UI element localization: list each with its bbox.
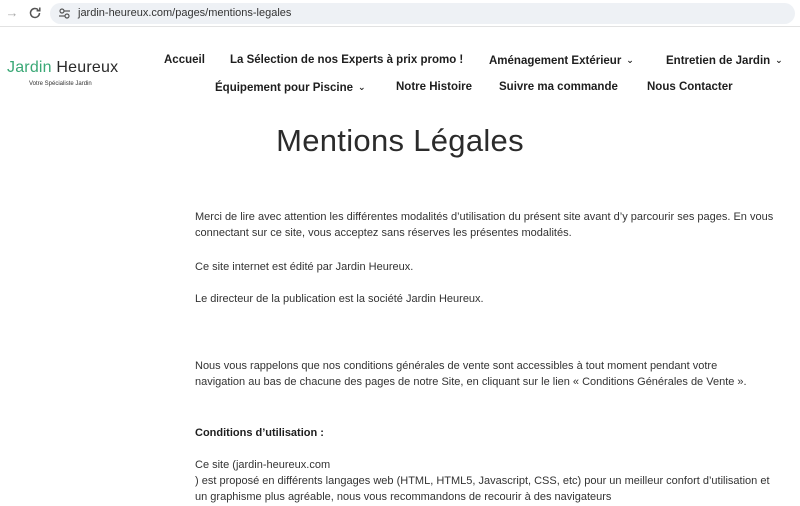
- menu-item-nous-contacter[interactable]: [647, 79, 733, 95]
- chevron-down-icon: ⌄: [358, 82, 366, 92]
- menu-item-label: Équipement pour Piscine: [215, 82, 354, 94]
- browser-toolbar: [0, 0, 800, 27]
- menu-item-suivre-commande[interactable]: [499, 79, 618, 95]
- chevron-down-icon: ⌄: [775, 55, 783, 65]
- section-heading-conditions: Conditions d’utilisation :: [195, 427, 324, 439]
- menu-item-entretien-jardin[interactable]: [666, 52, 783, 69]
- paragraph-intro: Merci de lire avec attention les différentes modalités d’utilisation du présent site avant d’y parcourir ses pages. En vous connectant sur ce site, vous acceptez sans réserves les présentes modalités.: [195, 211, 774, 239]
- paragraph-directeur: Le directeur de la publication est la société Jardin Heureux.: [195, 293, 484, 305]
- menu-item-notre-histoire[interactable]: [396, 79, 472, 95]
- menu-item-label: La Sélection de nos Experts à prix promo !: [230, 54, 464, 66]
- chevron-down-icon: ⌄: [626, 55, 634, 65]
- logo-tagline: Votre Spécialiste Jardin: [29, 81, 92, 87]
- menu-item-label: Suivre ma commande: [499, 81, 618, 93]
- paragraph-site-line2: ) est proposé en différents langages web (HTML, HTML5, Javascript, CSS, etc) pour un meilleur confort d’utilisation et un graphisme plus agréable, nous vous recommandons de recourir à des navigateurs: [195, 475, 770, 503]
- url-text[interactable]: jardin-heureux.com/pages/mentions-legales: [78, 7, 292, 19]
- menu-item-selection-experts[interactable]: [230, 52, 463, 68]
- paragraph-cgv: Nous vous rappelons que nos conditions générales de vente sont accessibles à tout moment pendant votre navigation au bas de chacune des pages de notre Site, en cliquant sur le lien « Conditions Générales de Vente ».: [195, 360, 747, 388]
- menu-item-amenagement-exterieur[interactable]: [489, 52, 634, 69]
- paragraph-site-line1: Ce site (jardin-heureux.com: [195, 459, 331, 471]
- site-logo[interactable]: [7, 58, 119, 87]
- reload-icon[interactable]: [26, 4, 44, 22]
- menu-item-label: Notre Histoire: [396, 81, 473, 93]
- paragraph-editeur: Ce site internet est édité par Jardin Heureux.: [195, 261, 414, 273]
- menu-item-label: Entretien de Jardin: [666, 55, 771, 67]
- arrow-left-icon[interactable]: →: [5, 5, 19, 20]
- page-title: Mentions Légales: [276, 123, 524, 158]
- menu-item-label: Aménagement Extérieur: [489, 55, 622, 67]
- menu-item-label: Accueil: [164, 54, 205, 66]
- site-settings-icon[interactable]: [58, 7, 71, 20]
- menu-item-accueil[interactable]: [164, 52, 205, 68]
- menu-item-label: Nous Contacter: [647, 81, 733, 93]
- menu-item-equipement-piscine[interactable]: [215, 79, 366, 96]
- logo-name-part2: Heureux: [51, 59, 119, 76]
- address-bar[interactable]: [50, 3, 795, 24]
- logo-name-part1: Jardin: [7, 59, 52, 76]
